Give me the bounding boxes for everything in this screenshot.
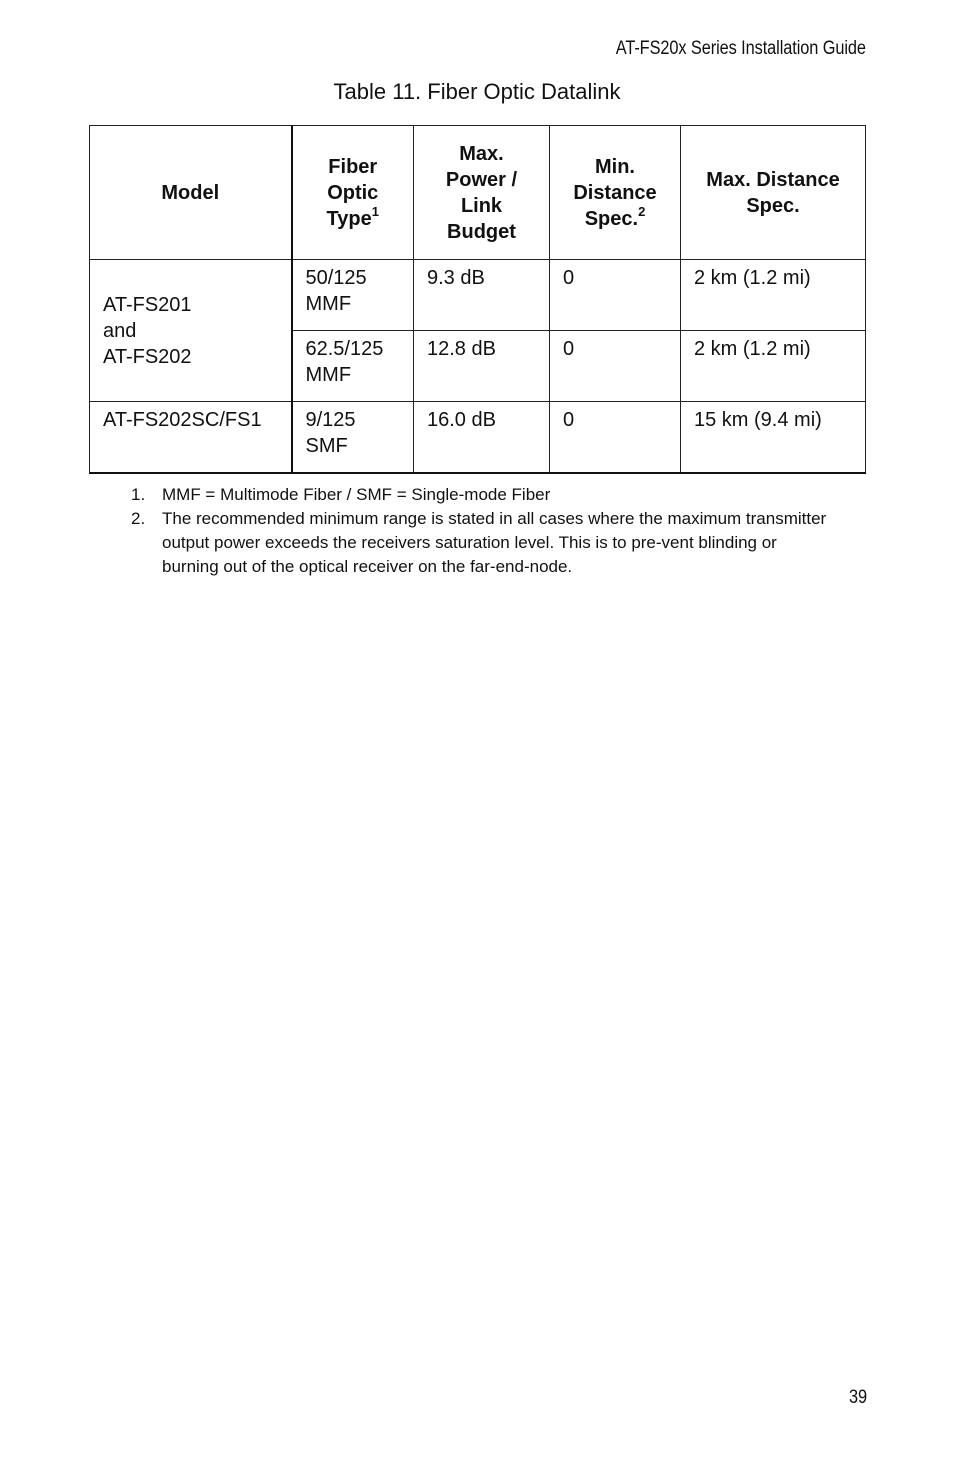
cell-fiber-type: 9/125 SMF bbox=[292, 402, 414, 473]
header-max-distance-label: Max. Distance Spec. bbox=[706, 168, 840, 217]
footnote-ref-2: 2 bbox=[638, 203, 646, 219]
cell-min-distance: 0 bbox=[550, 331, 681, 402]
footnotes bbox=[131, 483, 831, 579]
footnote-ref-1: 1 bbox=[371, 203, 379, 219]
cell-max-power: 9.3 dB bbox=[414, 260, 550, 331]
cell-min-distance: 0 bbox=[550, 260, 681, 331]
model-line: AT-FS202SC/FS1 bbox=[103, 409, 262, 431]
cell-fiber-type: 62.5/125 MMF bbox=[292, 331, 414, 402]
footnote-item bbox=[131, 483, 831, 507]
cell-min-distance: 0 bbox=[550, 402, 681, 473]
header-fiber-optic-type-label: Fiber Optic Type bbox=[326, 155, 379, 230]
table-row bbox=[90, 260, 866, 331]
header-model bbox=[90, 126, 292, 260]
footnote-number: 2. bbox=[131, 509, 146, 528]
cell-max-distance: 2 km (1.2 mi) bbox=[681, 260, 866, 331]
cell-model bbox=[90, 402, 292, 473]
cell-model bbox=[90, 260, 292, 402]
fiber-optic-datalink-table bbox=[89, 125, 866, 474]
cell-fiber-type: 50/125 MMF bbox=[292, 260, 414, 331]
header-fiber-optic-type bbox=[292, 126, 414, 260]
model-line: and bbox=[103, 319, 137, 342]
cell-max-distance: 2 km (1.2 mi) bbox=[681, 331, 866, 402]
table-caption: Table 11. Fiber Optic Datalink bbox=[333, 79, 621, 104]
cell-max-distance: 15 km (9.4 mi) bbox=[681, 402, 866, 473]
cell-max-power: 12.8 dB bbox=[414, 331, 550, 402]
footnote-text: MMF = Multimode Fiber / SMF = Single-mode Fiber bbox=[162, 485, 551, 504]
page-number: 39 bbox=[848, 1387, 867, 1408]
table-row bbox=[90, 402, 866, 473]
header-max-power-label: Max. Power / Link Budget bbox=[445, 142, 518, 243]
footnote-item bbox=[131, 507, 831, 579]
model-line: AT-FS202 bbox=[103, 345, 192, 368]
footnote-number: 1. bbox=[131, 485, 146, 504]
footnote-text: The recommended minimum range is stated in all cases where the maximum transmitter output power exceeds the receivers saturation level. This is to pre-vent blinding or burning out of the optical receiver on the far-end-node. bbox=[162, 509, 827, 576]
header-max-power bbox=[414, 126, 550, 260]
cell-max-power: 16.0 dB bbox=[414, 402, 550, 473]
running-header: AT-FS20x Series Installation Guide bbox=[615, 38, 866, 59]
header-model-label: Model bbox=[161, 181, 220, 204]
header-min-distance-label: Min. Distance Spec. bbox=[573, 155, 657, 230]
table-header-row bbox=[90, 126, 866, 260]
model-line: AT-FS201 bbox=[103, 293, 192, 316]
header-min-distance bbox=[550, 126, 681, 260]
header-max-distance bbox=[681, 126, 866, 260]
